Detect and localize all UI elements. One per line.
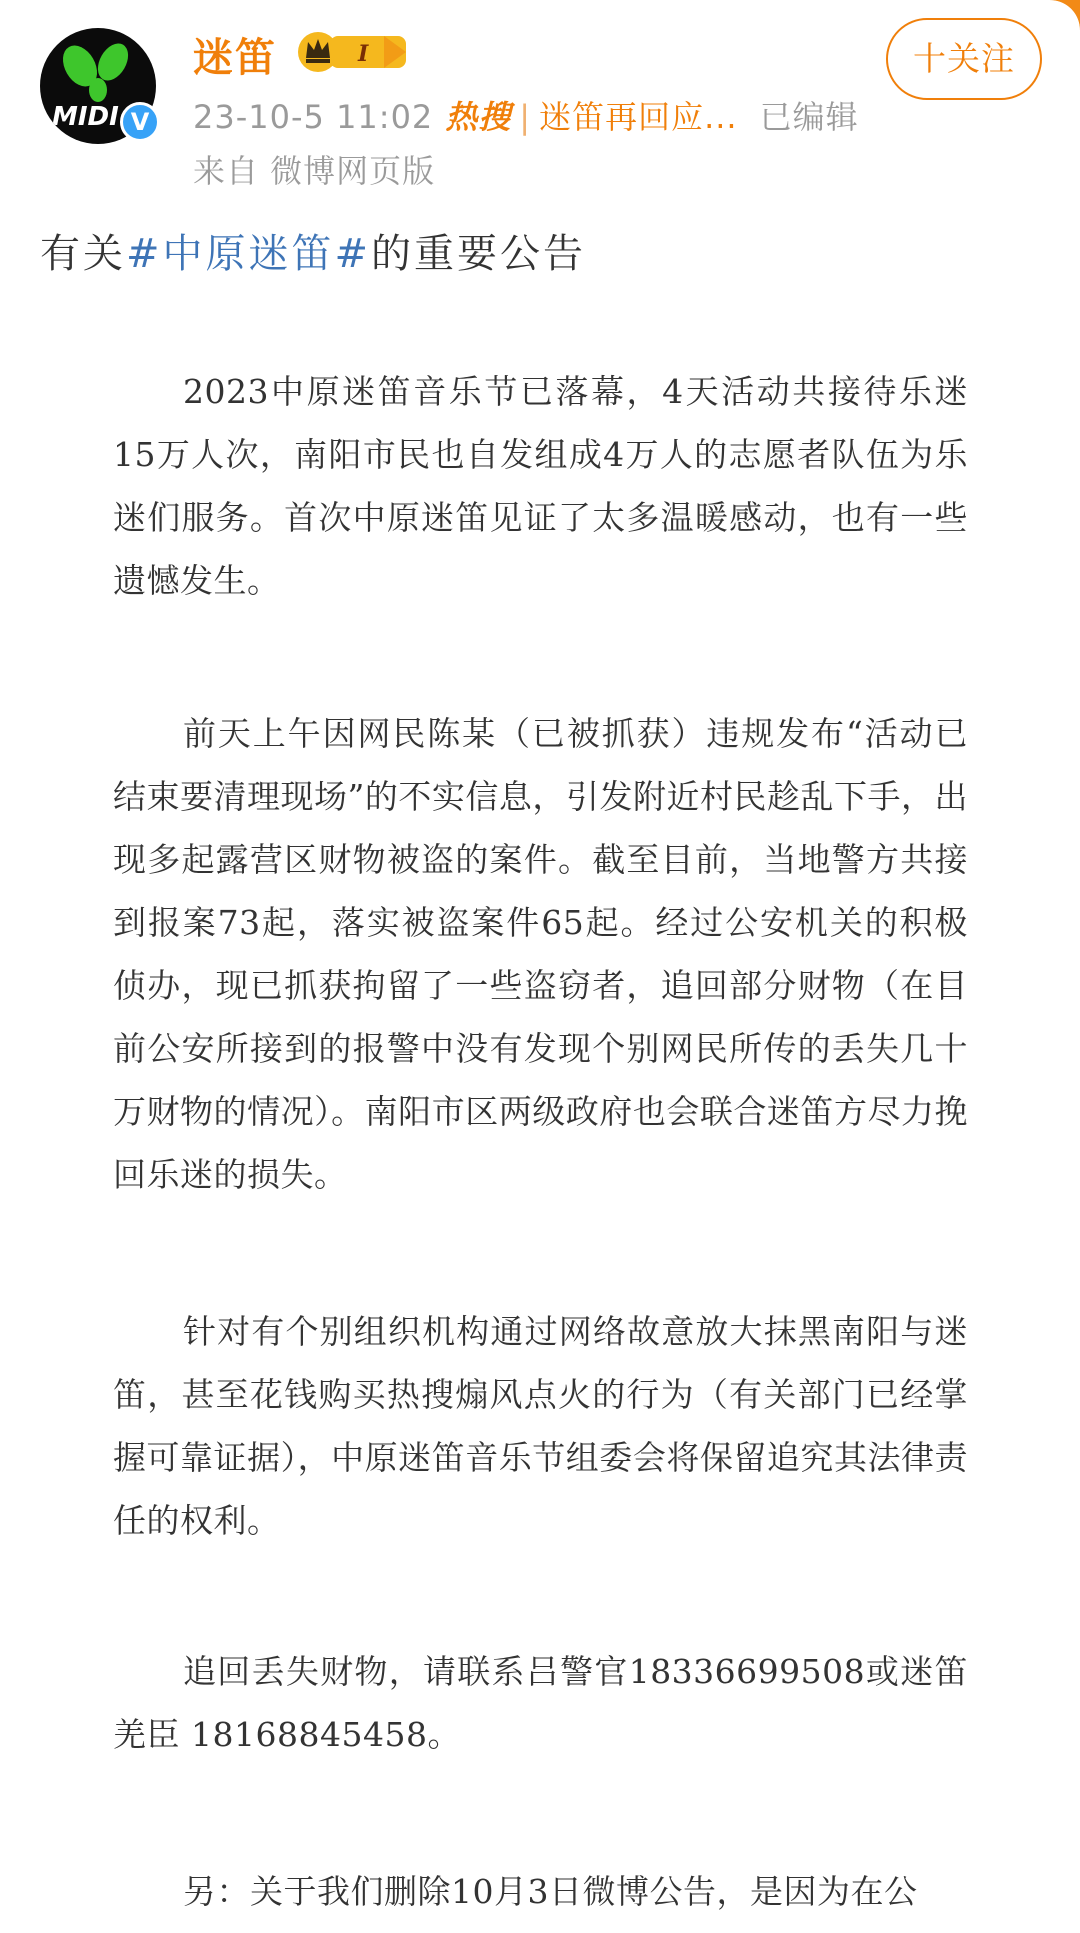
post-header [0, 0, 1080, 190]
verified-v-icon: V [120, 102, 160, 142]
post-paragraph: 2023中原迷笛音乐节已落幕，4天活动共接待乐迷15万人次，南阳市民也自发组成4万人的志愿者队伍为乐迷们服务。首次中原迷笛见证了太多温暖感动，也有一些遗憾发生。 [113, 372, 968, 600]
title-prefix: 有关 [40, 231, 126, 277]
meta-separator: | [519, 98, 532, 136]
edited-label[interactable]: 已编辑 [759, 98, 859, 136]
svg-text:I: I [358, 41, 369, 67]
post-source: 来自 微博网页版 [193, 152, 436, 190]
title-suffix: 的重要公告 [371, 231, 587, 277]
hashtag-link[interactable]: #中原迷笛# [126, 231, 372, 277]
hot-topic-link[interactable]: 迷笛再回应... [539, 98, 738, 136]
post-paragraph: 追回丢失财物，请联系吕警官18336699508或迷笛羌臣 18168845458。 [113, 1652, 968, 1754]
post-paragraph: 另：关于我们删除10月3日微博公告，是因为在公 [183, 1872, 918, 1911]
post-paragraph: 前天上午因网民陈某（已被抓获）违规发布“活动已结束要清理现场”的不实信息，引发附近村民趁乱下手，出现多起露营区财物被盗的案件。截至目前，当地警方共接到报案73起，落实被盗案件65起。经过公安机关的积极侦办，现已抓获拘留了一些盗窃者，追回部分财物（在目前公安所接到的报警中没有发现个别网民所传的丢失几十万财物的情况）。南阳市区两级政府也会联合迷笛方尽力挽回乐迷的损失。 [113, 714, 968, 1194]
hot-search-icon[interactable]: 热搜 [445, 98, 512, 136]
post-title [40, 222, 586, 279]
avatar-logo-text: MIDI [52, 102, 119, 132]
follow-button[interactable]: 十关注 [886, 18, 1042, 100]
post-timestamp[interactable]: 23-10-5 11:02 [193, 98, 434, 136]
author-name[interactable]: 迷笛 [193, 35, 277, 81]
crown-vip-icon[interactable] [296, 30, 412, 74]
post-paragraph: 针对有个别组织机构通过网络故意放大抹黑南阳与迷笛，甚至花钱购买热搜煽风点火的行为（有关部门已经掌握可靠证据），中原迷笛音乐节组委会将保留追究其法律责任的权利。 [113, 1312, 968, 1540]
post-meta [193, 92, 859, 138]
